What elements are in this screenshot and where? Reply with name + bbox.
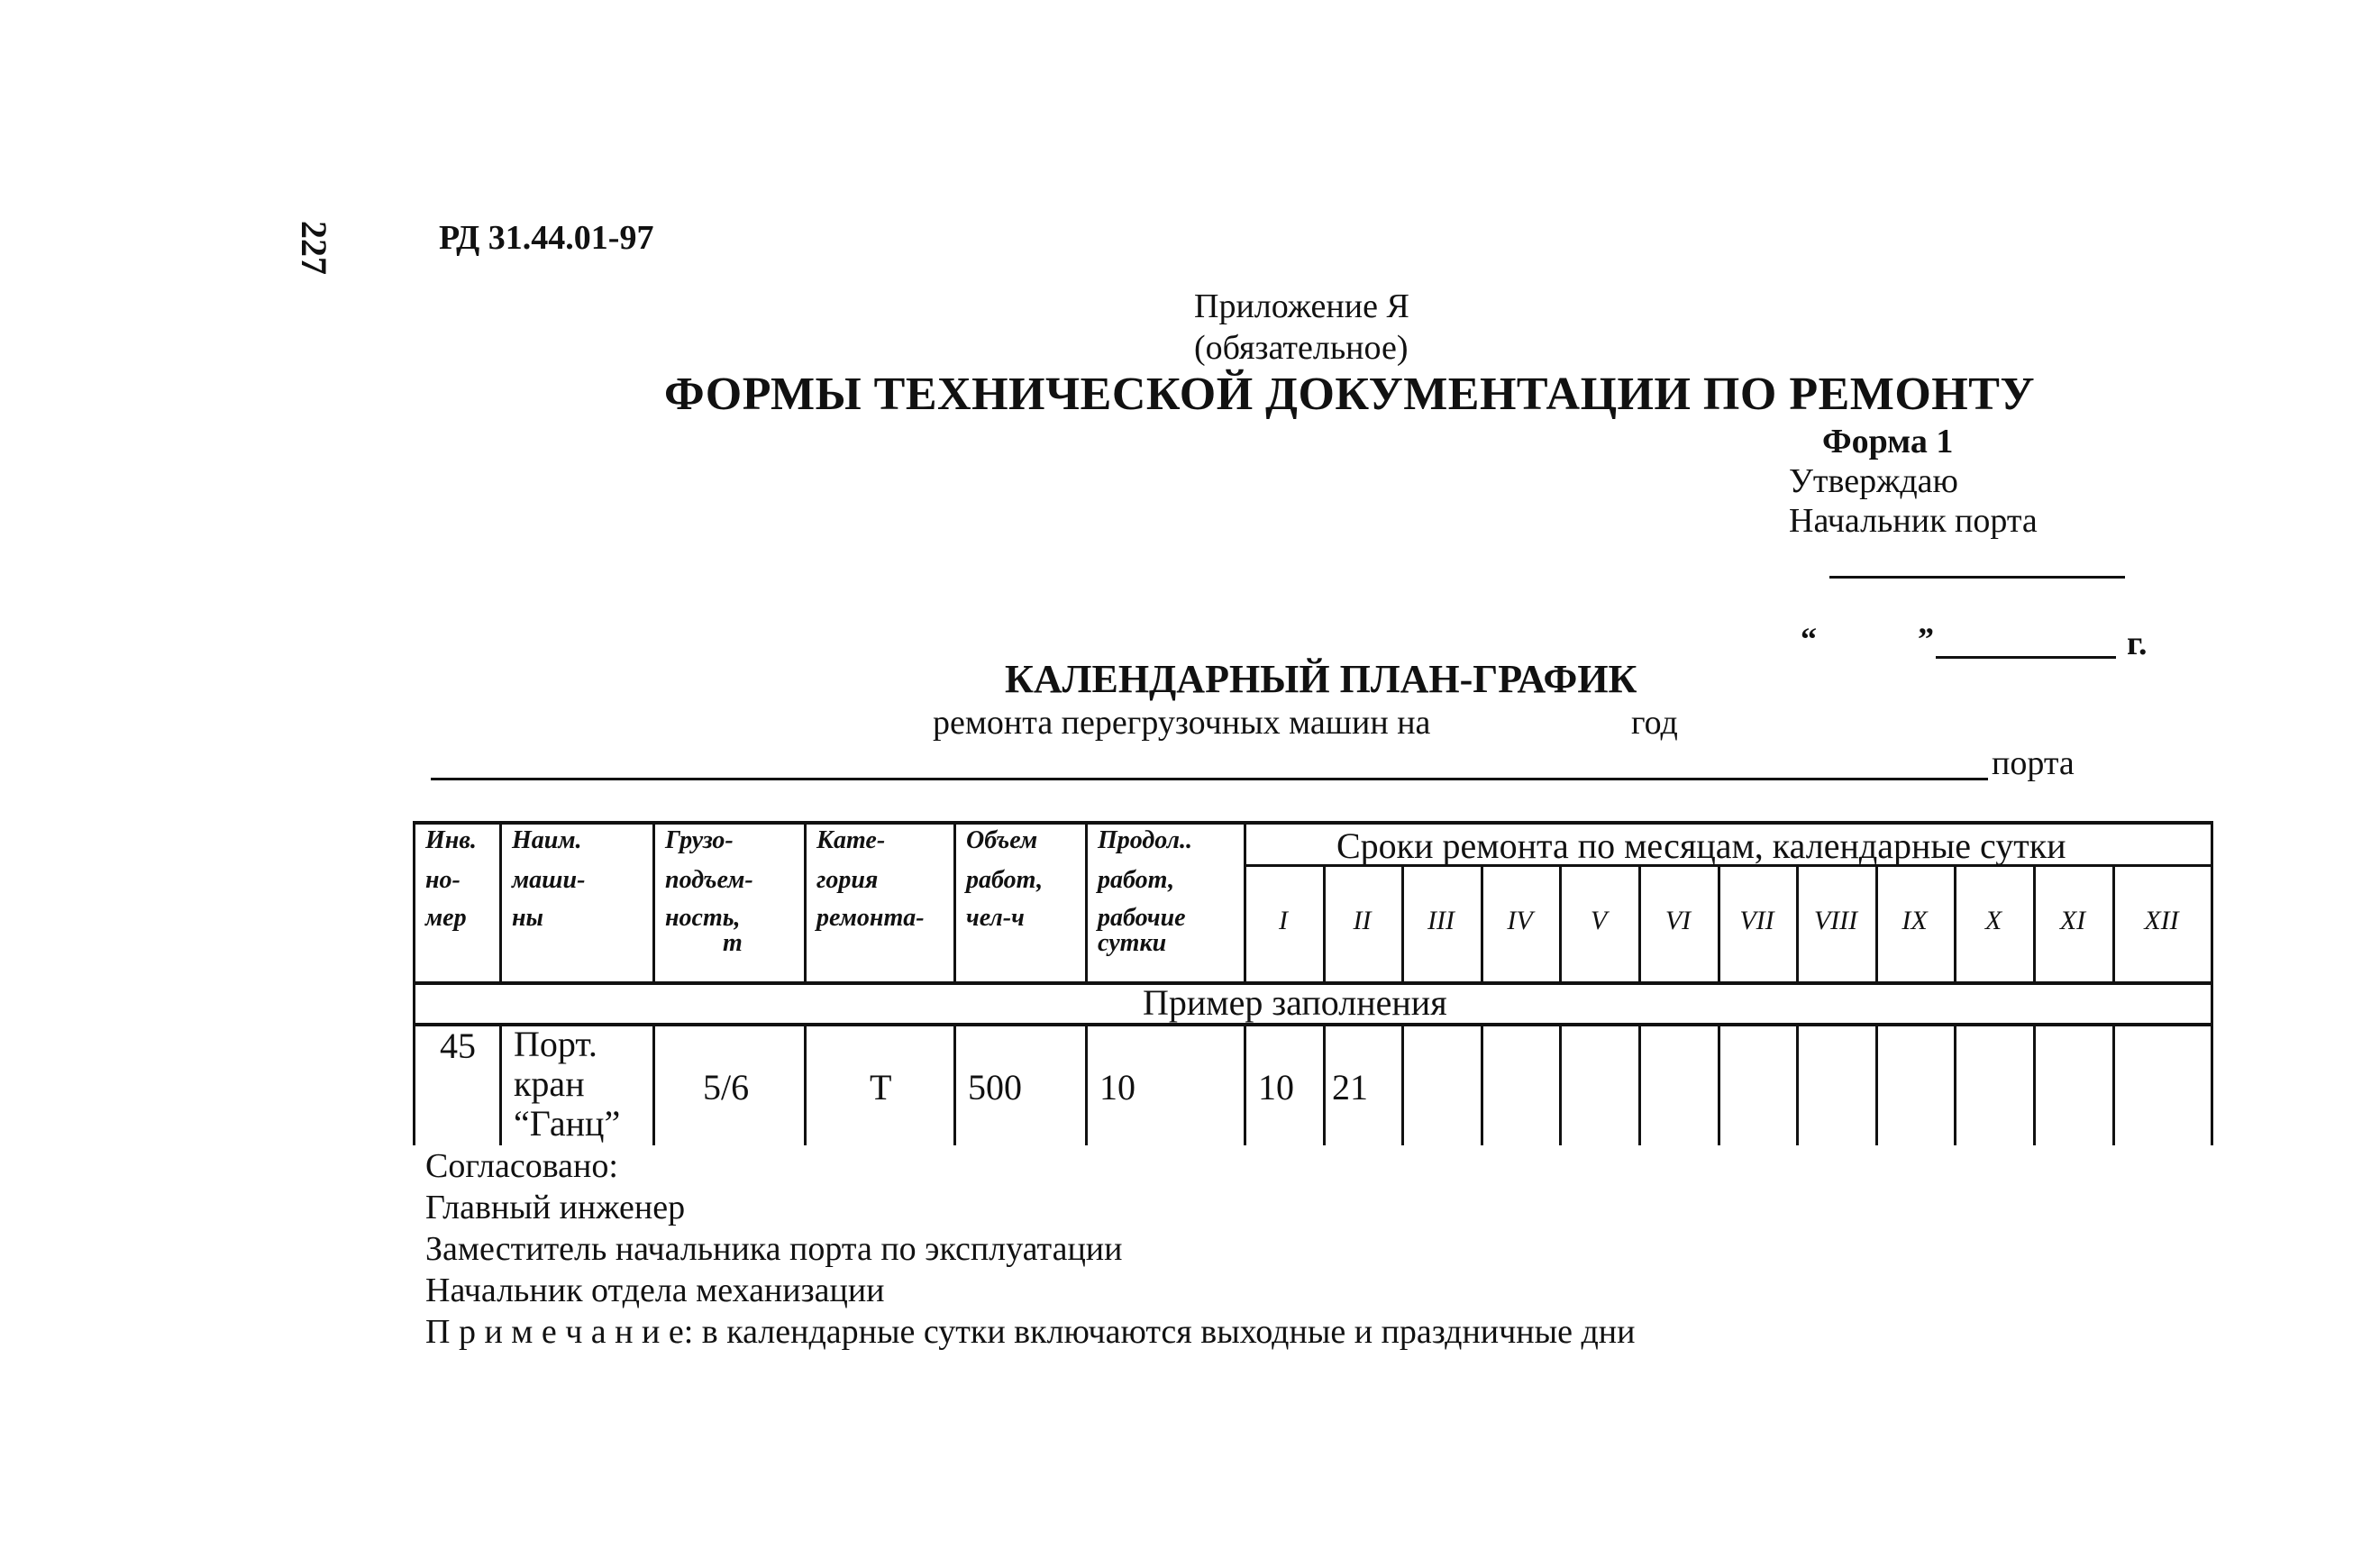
col-header-machine-name: Наим. маши- ны — [512, 826, 586, 932]
col-sep-2 — [652, 821, 655, 981]
cell-repair-category: Т — [870, 1067, 892, 1108]
appendix-status: (обязательное) — [1194, 329, 1409, 367]
month-header: XI — [2059, 906, 2086, 935]
month-header: IX — [1902, 906, 1928, 935]
row-sep — [1481, 1023, 1483, 1145]
months-span-header: Сроки ремонта по месяцам, календарные сутки — [1336, 825, 2066, 866]
chief-engineer: Главный инженер — [425, 1189, 686, 1226]
month-header: XII — [2144, 906, 2179, 935]
approver-title: Начальник порта — [1789, 502, 2038, 540]
cell-month-1: 10 — [1258, 1067, 1294, 1108]
repair-schedule-table — [413, 821, 2213, 1145]
col-header-work-volume: Объем работ, чел-ч — [966, 826, 1044, 932]
date-year-suffix: г. — [2127, 624, 2148, 662]
col-sep-1 — [499, 821, 502, 981]
document-code: РД 31.44.01-97 — [439, 219, 654, 257]
cell-capacity: 5/6 — [703, 1067, 750, 1108]
approve-label: Утверждаю — [1789, 462, 1958, 500]
month-header: VII — [1739, 906, 1774, 935]
col-header-inv-number: Инв. но- мер — [425, 826, 477, 932]
row-sep — [1718, 1023, 1720, 1145]
row-sep — [652, 1023, 655, 1145]
table-border-right — [2211, 821, 2213, 1145]
plan-subtitle: ремонта перегрузочных машин на — [933, 704, 1431, 742]
cell-machine-name: Порт. кран “Ганц” — [514, 1024, 621, 1144]
cell-work-volume: 500 — [968, 1067, 1022, 1108]
appendix-title: Приложение Я — [1194, 287, 1409, 325]
row-sep — [804, 1023, 807, 1145]
plan-year-word: год — [1631, 704, 1678, 742]
page-number: 227 — [294, 221, 334, 275]
plan-title: КАЛЕНДАРНЫЙ ПЛАН-ГРАФИК — [1005, 657, 1637, 701]
row-sep — [2033, 1023, 2036, 1145]
cell-month-2: 21 — [1332, 1067, 1368, 1108]
row-sep — [1559, 1023, 1562, 1145]
col-sep-5 — [1085, 821, 1088, 981]
row-sep — [1244, 1023, 1246, 1145]
form-number: Форма 1 — [1822, 423, 1954, 460]
table-border-left — [413, 821, 415, 1145]
port-word: порта — [1992, 744, 2075, 782]
date-quote-close: ” — [1918, 621, 1934, 657]
main-title: ФОРМЫ ТЕХНИЧЕСКОЙ ДОКУМЕНТАЦИИ ПО РЕМОНТУ — [664, 369, 2036, 420]
row-sep — [1954, 1023, 1956, 1145]
date-quote-open: “ — [1801, 621, 1817, 657]
signature-line — [1829, 576, 2125, 579]
month-header: VI — [1664, 906, 1692, 935]
month-header: III — [1427, 906, 1455, 935]
row-sep — [2112, 1023, 2115, 1145]
deputy-head: Заместитель начальника порта по эксплуатации — [425, 1230, 1123, 1268]
row-sep — [1796, 1023, 1799, 1145]
month-header: VIII — [1813, 906, 1858, 935]
col-header-capacity: Грузо- подъем- ность, т — [665, 826, 753, 957]
note-text: П р и м е ч а н и е: в календарные сутки включаются выходные и праздничные дни — [425, 1313, 1636, 1351]
month-header: IV — [1507, 906, 1533, 935]
row-sep — [1401, 1023, 1404, 1145]
col-header-repair-category: Кате- гория ремонта- — [816, 826, 925, 932]
col-header-duration: Продол.. работ, рабочие сутки — [1098, 826, 1192, 957]
month-header: I — [1279, 906, 1288, 935]
agreed-label: Согласовано: — [425, 1147, 618, 1185]
month-header: X — [1984, 906, 2002, 935]
cell-inv-number: 45 — [440, 1026, 476, 1066]
row-sep — [1875, 1023, 1878, 1145]
row-sep — [1085, 1023, 1088, 1145]
mechanization-head: Начальник отдела механизации — [425, 1272, 885, 1309]
month-header: V — [1590, 906, 1608, 935]
col-sep-3 — [804, 821, 807, 981]
row-sep — [1323, 1023, 1326, 1145]
row-sep — [953, 1023, 956, 1145]
row-sep — [1638, 1023, 1641, 1145]
month-header: II — [1353, 906, 1372, 935]
col-sep-4 — [953, 821, 956, 981]
cell-duration: 10 — [1099, 1067, 1135, 1108]
example-row-label: Пример заполнения — [1143, 982, 1447, 1023]
row-sep — [499, 1023, 502, 1145]
col-sep-6 — [1244, 821, 1246, 981]
date-line — [1936, 656, 2116, 659]
port-name-line — [431, 778, 1988, 780]
